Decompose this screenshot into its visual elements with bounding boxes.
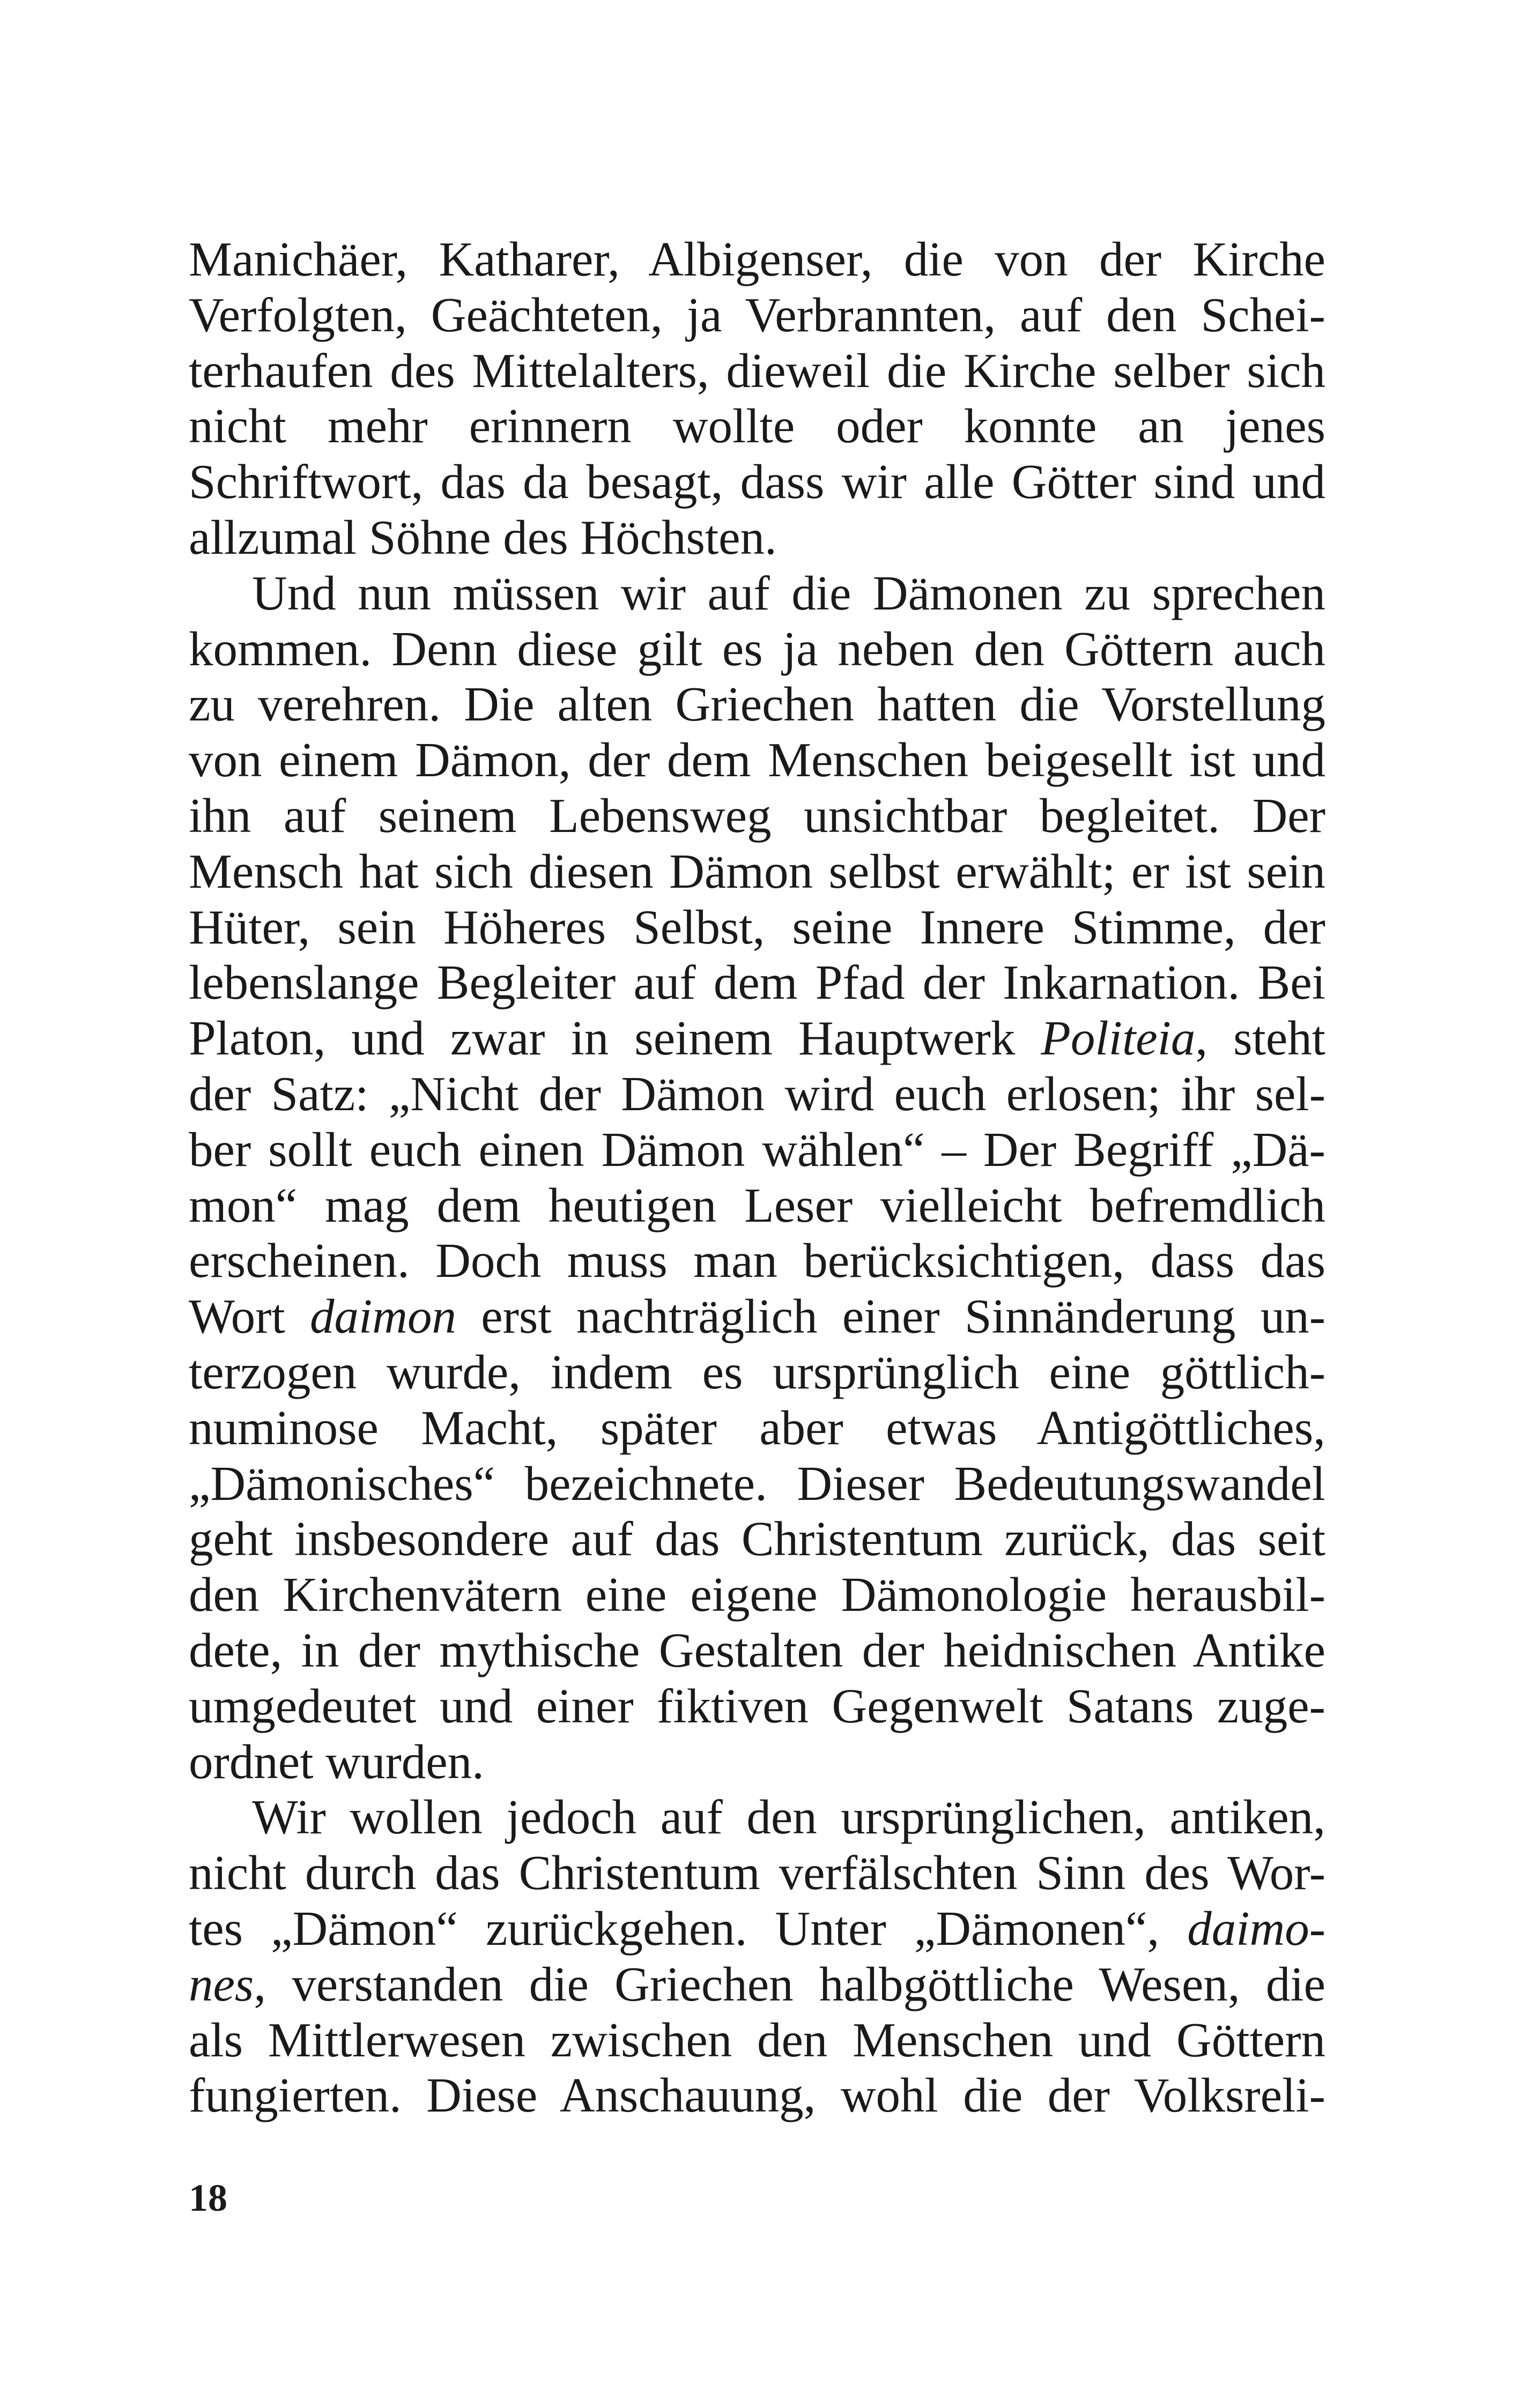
text-line: dete, in der mythische Gestalten der heidnischen Antike [189,1623,1325,1677]
text-line: geht insbesondere auf das Christentum zurück, das seit [189,1512,1325,1566]
page-number: 18 [189,2176,227,2219]
text-line: umgedeutet und einer fiktiven Gegenwelt Satans zuge- [189,1678,1325,1733]
text-line: nicht mehr erinnern wollte oder konnte an jenes [189,399,1325,454]
text-line: lebenslange Begleiter auf dem Pfad der Inkarnation. Bei [189,955,1325,1010]
text-line: Platon, und zwar in seinem Hauptwerk Politeia, steht [189,1011,1325,1066]
italic-term: daimo- [1187,1901,1325,1956]
text-line: terzogen wurde, indem es ursprünglich eine göttlich- [189,1344,1325,1399]
body-text [189,232,1325,2123]
text-line: den Kirchenvätern eine eigene Dämonologie herausbil- [189,1567,1325,1622]
text-line: Wort daimon erst nachträglich einer Sinnänderung un- [189,1289,1325,1344]
italic-term: daimon [309,1289,456,1344]
italic-term: nes [189,1957,254,2011]
text-line: Wir wollen jedoch auf den ursprünglichen, antiken, [252,1790,1325,1845]
text-line: tes „Dämon“ zurückgehen. Unter „Dämonen“, daimo- [189,1901,1325,1956]
text-line: erscheinen. Doch muss man berücksichtigen, dass das [189,1233,1325,1288]
text-line: der Satz: „Nicht der Dämon wird euch erlosen; ihr sel- [189,1066,1325,1121]
text-line: ber sollt euch einen Dämon wählen“ – Der Begriff „Dä- [189,1122,1325,1177]
text-line: terhaufen des Mittelalters, dieweil die Kirche selber sich [189,343,1325,398]
text-line: ihn auf seinem Lebensweg unsichtbar begleitet. Der [189,788,1325,843]
text-line: Verfolgten, Geächteten, ja Verbrannten, auf den Schei- [189,287,1325,342]
text-line: als Mittlerwesen zwischen den Menschen und Göttern [189,2012,1325,2067]
text-line: von einem Dämon, der dem Menschen beigesellt ist und [189,733,1325,787]
text-line: Hüter, sein Höheres Selbst, seine Innere Stimme, der [189,900,1325,954]
italic-term: Politeia [1041,1011,1196,1066]
text-line: nicht durch das Christentum verfälschten Sinn des Wor- [189,1846,1325,1900]
text-line: nes, verstanden die Griechen halbgöttliche Wesen, die [189,1957,1325,2011]
text-line: zu verehren. Die alten Griechen hatten die Vorstellung [189,677,1325,732]
text-line: Schriftwort, das da besagt, dass wir alle Götter sind und [189,455,1325,509]
text-line: Mensch hat sich diesen Dämon selbst erwählt; er ist sein [189,844,1325,898]
text-line: „Dämonisches“ bezeichnete. Dieser Bedeutungswandel [189,1456,1325,1511]
text-line: Und nun müssen wir auf die Dämonen zu sprechen [252,566,1325,620]
text-line: fungierten. Diese Anschauung, wohl die der Volksreli- [189,2068,1325,2123]
text-line: Manichäer, Katharer, Albigenser, die von der Kirche [189,232,1325,286]
text-line: numinose Macht, später aber etwas Antigöttliches, [189,1400,1325,1455]
text-line: kommen. Denn diese gilt es ja neben den Göttern auch [189,621,1325,676]
text-line: ordnet wurden. [189,1734,484,1789]
text-line: mon“ mag dem heutigen Leser vielleicht befremdlich [189,1178,1325,1232]
text-line: allzumal Söhne des Höchsten. [189,510,777,564]
